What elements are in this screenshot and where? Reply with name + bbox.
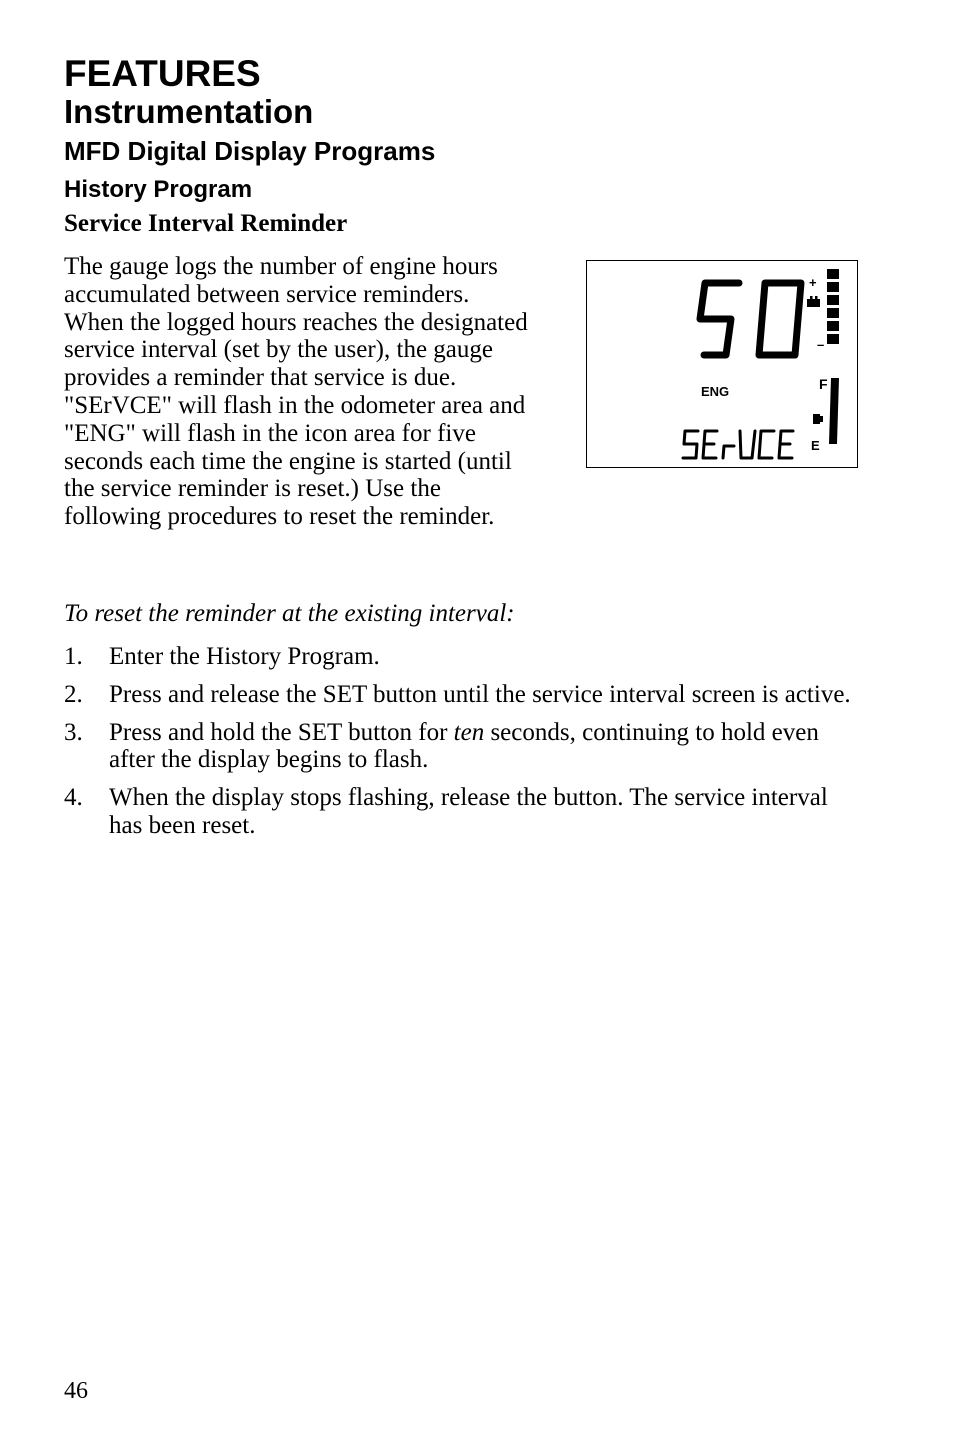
- fuel-gauge: [811, 376, 839, 453]
- procedure-heading: To reset the reminder at the existing interval:: [64, 600, 515, 627]
- intro-paragraph: The gauge logs the number of engine hours accumulated between service reminders. When the logged hours reaches the designated service interval (set by the user), the gauge provides a reminder that service is due. "SErVCE" will flash in the odometer area and "ENG" will flash in the icon area for five seconds each time the engine is started (until the service reminder is reset.) Use the following procedures to reset the reminder.: [64, 253, 528, 531]
- eng-icon-label: ENG: [701, 384, 730, 399]
- fuel-pump-icon: [813, 414, 820, 424]
- subsection-title: MFD Digital Display Programs: [64, 136, 436, 166]
- svg-text:SErVCE: SErVCE: [737, 451, 741, 452]
- list-item: [64, 719, 864, 775]
- procedure-steps: [64, 643, 864, 850]
- page-number: 46: [64, 1378, 88, 1404]
- svg-text:+: +: [809, 275, 817, 290]
- battery-icon: [807, 299, 820, 307]
- svg-text:F: F: [819, 376, 828, 392]
- step-text: When the display stops flashing, release the button. The service interval has been reset.: [109, 784, 828, 839]
- list-item: [64, 784, 864, 840]
- lcd-display-illustration: [586, 260, 858, 468]
- step-number: 4.: [64, 784, 83, 812]
- page-title: Instrumentation: [64, 93, 314, 130]
- list-item: [64, 643, 864, 671]
- main-value-digits: [700, 283, 801, 355]
- step-emphasis: ten: [453, 718, 485, 746]
- svg-text:E: E: [811, 438, 820, 453]
- step-number: 3.: [64, 718, 83, 746]
- program-title: History Program: [64, 176, 253, 203]
- step-number: 1.: [64, 643, 83, 670]
- section-title: FEATURES: [64, 53, 261, 94]
- svg-text:–: –: [817, 337, 825, 352]
- list-item: [64, 681, 864, 709]
- battery-gauge: [807, 269, 839, 352]
- step-text: Press and hold the SET button for ten seconds, continuing to hold even after the display begins to flash.: [109, 718, 819, 774]
- odometer-service-text: [683, 431, 793, 458]
- step-text: Enter the History Program.: [109, 643, 380, 670]
- topic-title: Service Interval Reminder: [64, 210, 348, 237]
- main-value-text: 50: [750, 321, 751, 322]
- step-text: Press and release the SET button until the service interval screen is active.: [109, 680, 851, 708]
- step-number: 2.: [64, 680, 83, 708]
